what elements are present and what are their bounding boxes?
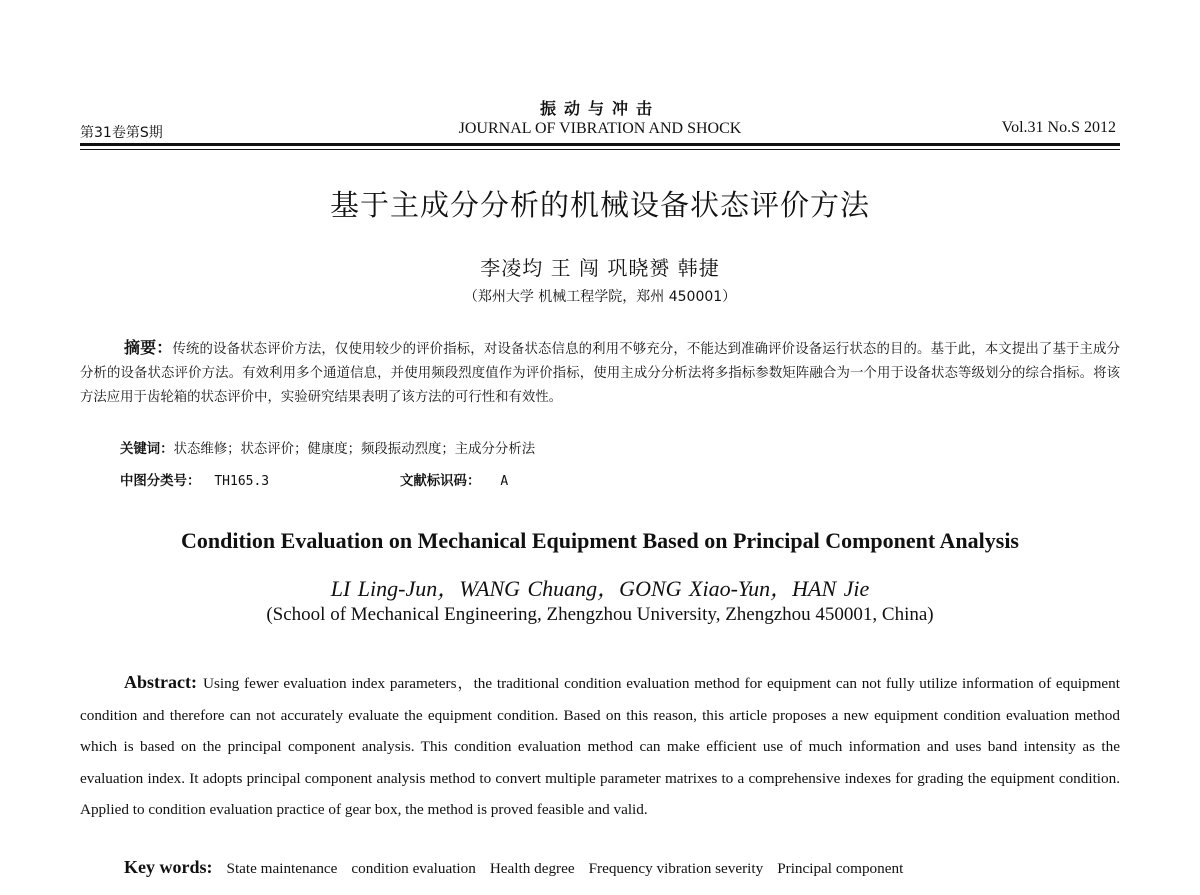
keywords-en — [124, 857, 1120, 878]
abstract-cn — [80, 336, 1120, 410]
keyword-item: Principal component — [777, 860, 904, 877]
keywords-cn — [120, 438, 1120, 457]
header-rule-thick — [80, 143, 1120, 146]
keywords-cn-text: 状态维修；状态评价；健康度；频段振动烈度；主成分分析法 — [173, 442, 536, 457]
affiliation-cn: （郑州大学 机械工程学院，郑州 450001） — [463, 289, 737, 305]
abstract-en-text: Using fewer evaluation index parameters，the traditional condition evaluation method for equipment can not fully utilize information of equipment condition and therefore can not accurately evaluate the equipment condition. Based on this reason, this article proposes a new equipment condition evaluation method which is based on the principal component analysis. This condition evaluation method can make efficient use of much information and uses band intensity as the evaluation index. It adopts principal component analysis method to convert multiple parameter matrixes to a comprehensive indexes for grading the equipment condition. Applied to condition evaluation practice of gear box, the method is proved feasible and valid. — [80, 675, 1120, 818]
paper-title-en: Condition Evaluation on Mechanical Equipment Based on Principal Component Analysis — [181, 528, 1019, 553]
document-code-label: 文献标识码： — [400, 474, 481, 489]
abstract-en — [80, 667, 1120, 826]
document-code — [400, 470, 508, 489]
journal-name-cn: 振动与冲击 — [539, 99, 660, 118]
keyword-item: condition evaluation — [351, 860, 476, 877]
classification-code: TH165.3 — [214, 474, 270, 489]
classification-label: 中图分类号： — [120, 474, 201, 489]
header-rule-thin — [80, 149, 1120, 150]
abstract-en-label: Abstract: — [124, 672, 197, 692]
keywords-en-label: Key words: — [124, 857, 213, 877]
paper-title-cn: 基于主成分分析的机械设备状态评价方法 — [329, 188, 870, 222]
keyword-item: Health degree — [489, 860, 575, 877]
keywords-cn-label: 关键词： — [120, 442, 174, 457]
keyword-item: Frequency vibration severity — [588, 860, 764, 877]
volume-issue-en: Vol.31 No.S 2012 — [1001, 119, 1116, 136]
affiliation-en: (School of Mechanical Engineering, Zhengzhou University, Zhengzhou 450001, China) — [266, 604, 934, 625]
abstract-cn-label: 摘要： — [124, 338, 173, 357]
volume-issue-cn: 第31卷第S期 — [80, 125, 163, 141]
authors-en: LI Ling-Jun，WANG Chuang，GONG Xiao-Yun，HAN Jie — [330, 576, 870, 601]
running-header — [80, 92, 1120, 152]
authors-cn: 李凌均 王 闯 巩晓赟 韩捷 — [480, 256, 720, 280]
journal-name-en: JOURNAL OF VIBRATION AND SHOCK — [458, 120, 742, 137]
keyword-item: State maintenance — [226, 860, 338, 877]
abstract-cn-text: 传统的设备状态评价方法，仅使用较少的评价指标，对设备状态信息的利用不够充分，不能达到准确评价设备运行状态的目的。基于此，本文提出了基于主成分分析的设备状态评价方法。有效利用多个通道信息，并使用频段烈度值作为评价指标，使用主成分分析法将多指标参数矩阵融合为一个用于设备状态等级划分的综合指标。将该方法应用于齿轮箱的状态评价中，实验研究结果表明了该方法的可行性和有效性。 — [80, 342, 1120, 405]
classification-row — [120, 470, 1120, 489]
document-code-value: A — [500, 474, 509, 489]
